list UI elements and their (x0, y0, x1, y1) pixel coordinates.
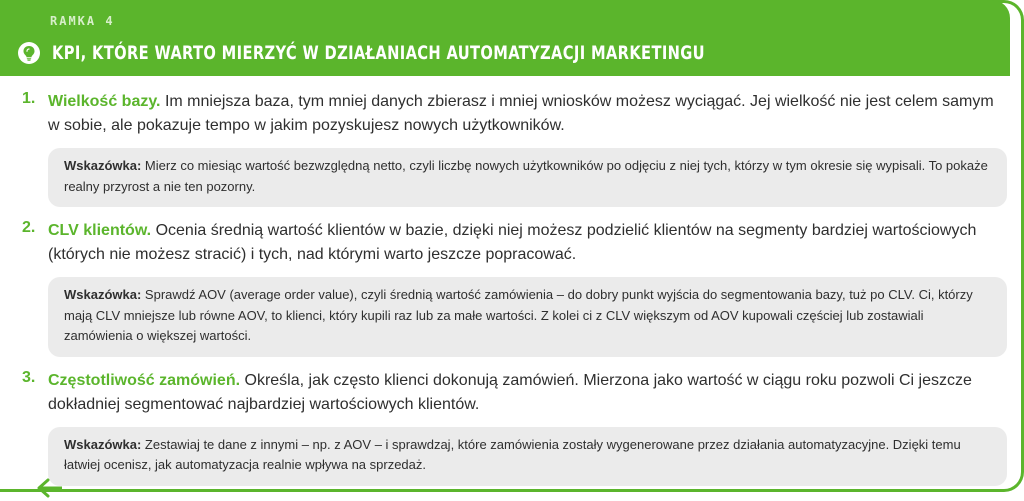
box-header (0, 0, 1010, 76)
lightbulb-icon (18, 42, 40, 64)
list-item (22, 219, 1007, 357)
hint-text: Mierz co miesiąc wartość bezwzględną netto, czyli liczbę nowych użytkowników po odjęciu z niej tych, którzy w tym okresie się wypisali. To pokaże realny przyrost a nie ten pozorny. (64, 158, 988, 194)
arrow-left-icon (36, 478, 62, 501)
hint-label: Wskazówka: (64, 287, 142, 302)
hint-label: Wskazówka: (64, 436, 142, 452)
item-heading: Wielkość bazy. (48, 93, 161, 110)
item-number: 1. (22, 90, 36, 107)
item-description: Ocenia średnią wartość klientów w bazie, dzięki niej możesz podzielić klientów na segmenty bardziej wartościowych (których nie możesz stracić) i tych, nad którymi warto jeszcze popracować. (48, 222, 977, 263)
list-item (22, 90, 1007, 207)
item-description: Im mniejsza baza, tym mniej danych zbierasz i mniej wniosków możesz wyciągać. Jej wielkość nie jest celem samym w sobie, ale pokazuje tempo w jakim pozyskujesz nowych użytkowników. (48, 93, 994, 134)
hint-label: Wskazówka: (64, 158, 142, 173)
title-row (18, 42, 811, 64)
list-item (22, 369, 1007, 486)
item-heading: Częstotliwość zamówień. (48, 371, 241, 389)
hint-box (48, 277, 1007, 357)
item-description: Określa, jak często klienci dokonują zamówień. Mierzona jako wartość w ciągu roku pozwoli Ci jeszcze dokładniej segmentować najbardziej wartościowych klientów. (48, 371, 972, 413)
item-text (48, 369, 1007, 417)
hint-box (48, 148, 1007, 207)
box-title: KPI, KTÓRE WARTO MIERZYĆ W DZIAŁANIACH AUTOMATYZACJI MARKETINGU (52, 42, 705, 64)
item-heading: CLV klientów. (48, 222, 152, 239)
hint-box (48, 427, 1007, 486)
box-label: RAMKA 4 (50, 14, 115, 28)
hint-text: Zestawiaj te dane z innymi – np. z AOV – i sprawdzaj, które zamówienia zostały wygenerowane przez działania automatyzacyjne. Dzięki temu łatwiej ocenisz, jak automatyzacja realnie wpływa na sprzedaż. (64, 436, 961, 472)
kpi-list (22, 90, 1007, 486)
item-text (48, 90, 1007, 138)
item-number: 2. (22, 219, 36, 236)
item-number: 3. (22, 368, 36, 386)
hint-text: Sprawdź AOV (average order value), czyli średnią wartość zamówienia – do dobry punkt wyjścia do segmentowania bazy, tuż po CLV. Ci, którzy mają CLV mniejsze lub równe AOV, to klienci, który kupili raz lub za małe wartości. Z kolei ci z CLV większym od AOV kupowali częściej lub zostawiali zamówienia o większej wartości. (64, 287, 973, 343)
item-text (48, 219, 1007, 267)
